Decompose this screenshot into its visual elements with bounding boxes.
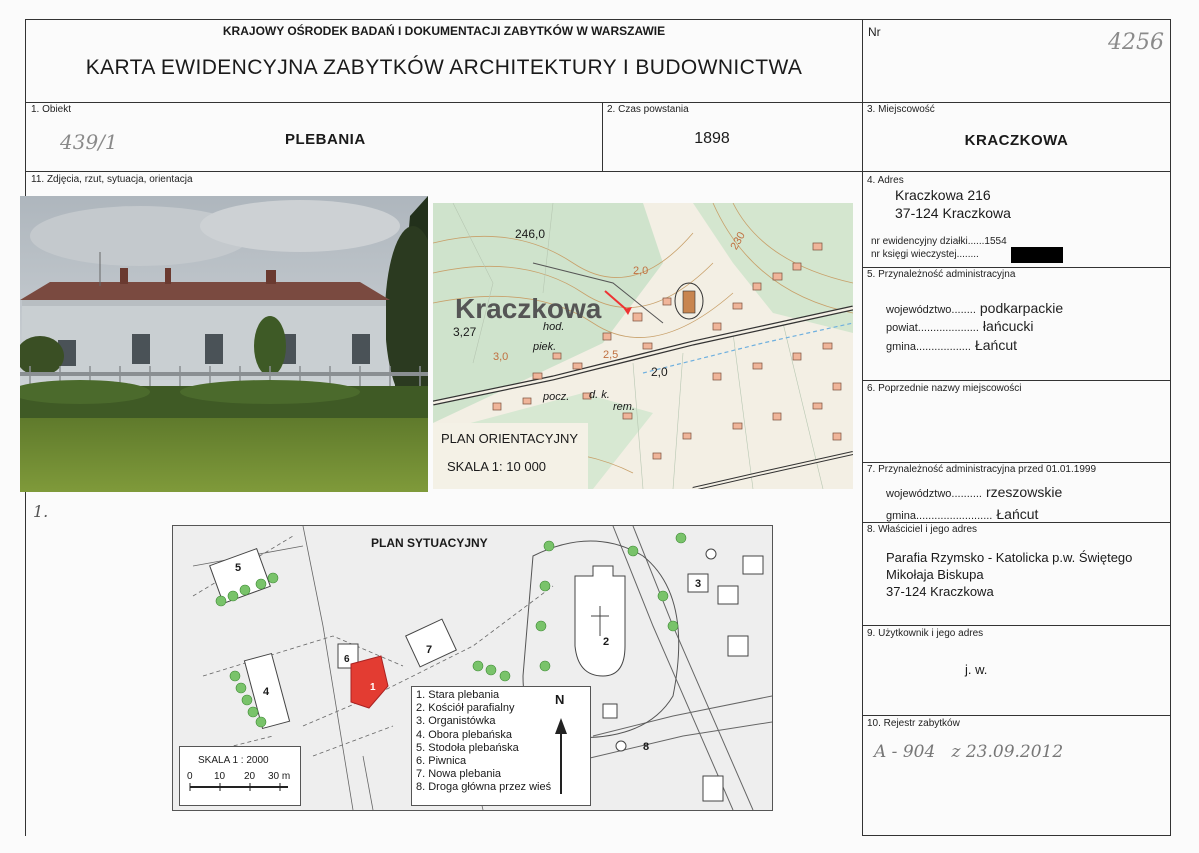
legend-item: 1. Stara plebania [416, 689, 500, 701]
nr-value-handwritten: 4256 [1108, 30, 1164, 55]
map-elevation-mid: 2,0 [633, 265, 649, 277]
map-elevation-mid2: 2,5 [603, 349, 619, 361]
field10-handwritten: A - 904 z 23.09.2012 [874, 742, 1064, 762]
nr-label: Nr [868, 25, 881, 39]
field3-value: KRACZKOWA [964, 132, 1069, 149]
field8-label: 8. Właściciel i jego adres [867, 524, 978, 535]
field9-label: 9. Użytkownik i jego adres [867, 628, 984, 639]
building-number-2: 2 [603, 636, 610, 648]
scale-tick: 20 [244, 771, 256, 782]
map-label-piek: piek. [533, 341, 557, 353]
map-label-dk: d. k. [589, 389, 610, 401]
field7-wojewodztwo-label: województwo.......... [886, 488, 982, 500]
field9-value: j. w. [965, 662, 988, 677]
map-elevation-top: 246,0 [515, 227, 546, 241]
scale-tick: 0 [187, 771, 193, 782]
north-arrow [541, 690, 581, 800]
legend-item: 6. Piwnica [416, 755, 467, 768]
legend-item: 5. Stodoła plebańska [416, 741, 519, 754]
map-elevation-right: 2,0 [651, 365, 668, 379]
plan-title: PLAN SYTUACYJNY [371, 536, 488, 550]
right-edge-border [1170, 171, 1171, 836]
map-plan-title: PLAN ORIENTACYJNY [441, 431, 579, 446]
field8-line3: 37-124 Kraczkowa [886, 584, 994, 599]
field7-gmina [886, 506, 1038, 522]
field10-label: 10. Rejestr zabytków [867, 718, 960, 729]
scale-tick: 10 [214, 771, 226, 782]
north-arrow-icon [541, 690, 581, 800]
photo-number: 1. [33, 502, 49, 521]
dzialka-label: nr ewidencyjny działki...... [871, 236, 985, 247]
ksiega-label: nr księgi wieczystej........ [871, 249, 979, 260]
field4-line1: Kraczkowa 216 [895, 187, 991, 203]
dzialka-value: 1554 [984, 236, 1007, 247]
map-place-name: Kraczkowa [455, 293, 602, 324]
building-number-6: 6 [344, 654, 350, 665]
field5-wojewodztwo-value: podkarpackie [979, 300, 1064, 316]
map-label-rem: rem. [613, 401, 635, 413]
field8-line2: Mikołaja Biskupa [886, 567, 984, 582]
field5-powiat-value: łańcucki [982, 318, 1034, 334]
field7-wojewodztwo [886, 484, 1062, 500]
field7-wojewodztwo-value: rzeszowskie [985, 484, 1063, 500]
field7-gmina-value: Łańcut [996, 506, 1039, 522]
divider-8 [862, 522, 1171, 523]
map-elevation-left: 3,27 [453, 325, 477, 339]
field1-handwritten: 439/1 [60, 130, 118, 154]
divider-7 [862, 462, 1171, 463]
building-number-8: 8 [643, 741, 650, 753]
scale-tick: 30 m [268, 771, 291, 782]
field7-gmina-label: gmina......................... [886, 510, 993, 522]
plan-scale-label: SKALA 1 : 2000 [198, 755, 269, 766]
field5-powiat [886, 318, 1034, 334]
legend-item: 7. Nowa plebania [416, 768, 502, 781]
field5-wojewodztwo-label: województwo........ [886, 304, 976, 316]
field2-label: 2. Czas powstania [607, 104, 689, 115]
divider-9 [862, 625, 1171, 626]
building-number-3: 3 [695, 578, 702, 590]
plebania-photo [20, 196, 428, 492]
north-label: N [555, 692, 565, 707]
field8-line1: Parafia Rzymsko - Katolicka p.w. Świętego [886, 550, 1133, 565]
map-contour-label: 230 [728, 230, 748, 252]
field6-label: 6. Poprzednie nazwy miejscowości [867, 383, 1022, 394]
right-column-border [862, 171, 863, 836]
field1-label: 1. Obiekt [31, 104, 72, 115]
building-number-1: 1 [370, 682, 376, 693]
legend-item: 3. Organistówka [416, 715, 496, 728]
field4-line2: 37-124 Kraczkowa [895, 205, 1011, 221]
field7-label: 7. Przynależność administracyjna przed 01.01.1999 [867, 464, 1097, 475]
field3-label: 3. Miejscowość [867, 104, 935, 115]
building-number-4: 4 [263, 686, 270, 698]
map-elevation-left2: 3,0 [493, 351, 509, 363]
building-number-7: 7 [426, 644, 433, 656]
map-scale: SKALA 1: 10 000 [447, 459, 547, 474]
building-number-5: 5 [235, 562, 242, 574]
legend-item: 8. Droga główna przez wieś [416, 781, 552, 794]
field5-label: 5. Przynależność administracyjna [867, 269, 1016, 280]
field4-ksiega [871, 249, 979, 260]
institution-name: KRAJOWY OŚRODEK BADAŃ I DOKUMENTACJI ZABYTKÓW W WARSZAWIE [222, 24, 666, 38]
field5-gmina-label: gmina.................. [886, 341, 971, 353]
legend-item: 4. Obora plebańska [416, 728, 513, 741]
field4-dzialka [871, 236, 1007, 247]
ksiega-redacted [1011, 247, 1063, 263]
divider-10 [862, 715, 1171, 716]
field5-powiat-label: powiat.................... [886, 322, 979, 334]
field5-gmina-value: Łańcut [974, 337, 1018, 353]
field4-label: 4. Adres [867, 175, 904, 186]
field2-value: 1898 [694, 130, 730, 147]
plan-scale-box [179, 746, 301, 806]
situation-plan [172, 525, 773, 811]
map-label-hod: hod. [543, 321, 565, 333]
card-title: KARTA EWIDENCYJNA ZABYTKÓW ARCHITEKTURY I BUDOWNICTWA [85, 56, 803, 79]
field11-label: 11. Zdjęcia, rzut, sytuacja, orientacja [31, 174, 193, 185]
map-label-pocz: pocz. [543, 391, 570, 403]
divider-5 [862, 267, 1171, 268]
legend-item: 2. Kościół parafialny [416, 702, 515, 715]
bottom-border [862, 835, 1171, 836]
field1-value: PLEBANIA [285, 131, 366, 148]
orientation-map [433, 203, 853, 489]
divider-6 [862, 380, 1171, 381]
field5-wojewodztwo [886, 300, 1063, 316]
field5-gmina [886, 337, 1017, 353]
